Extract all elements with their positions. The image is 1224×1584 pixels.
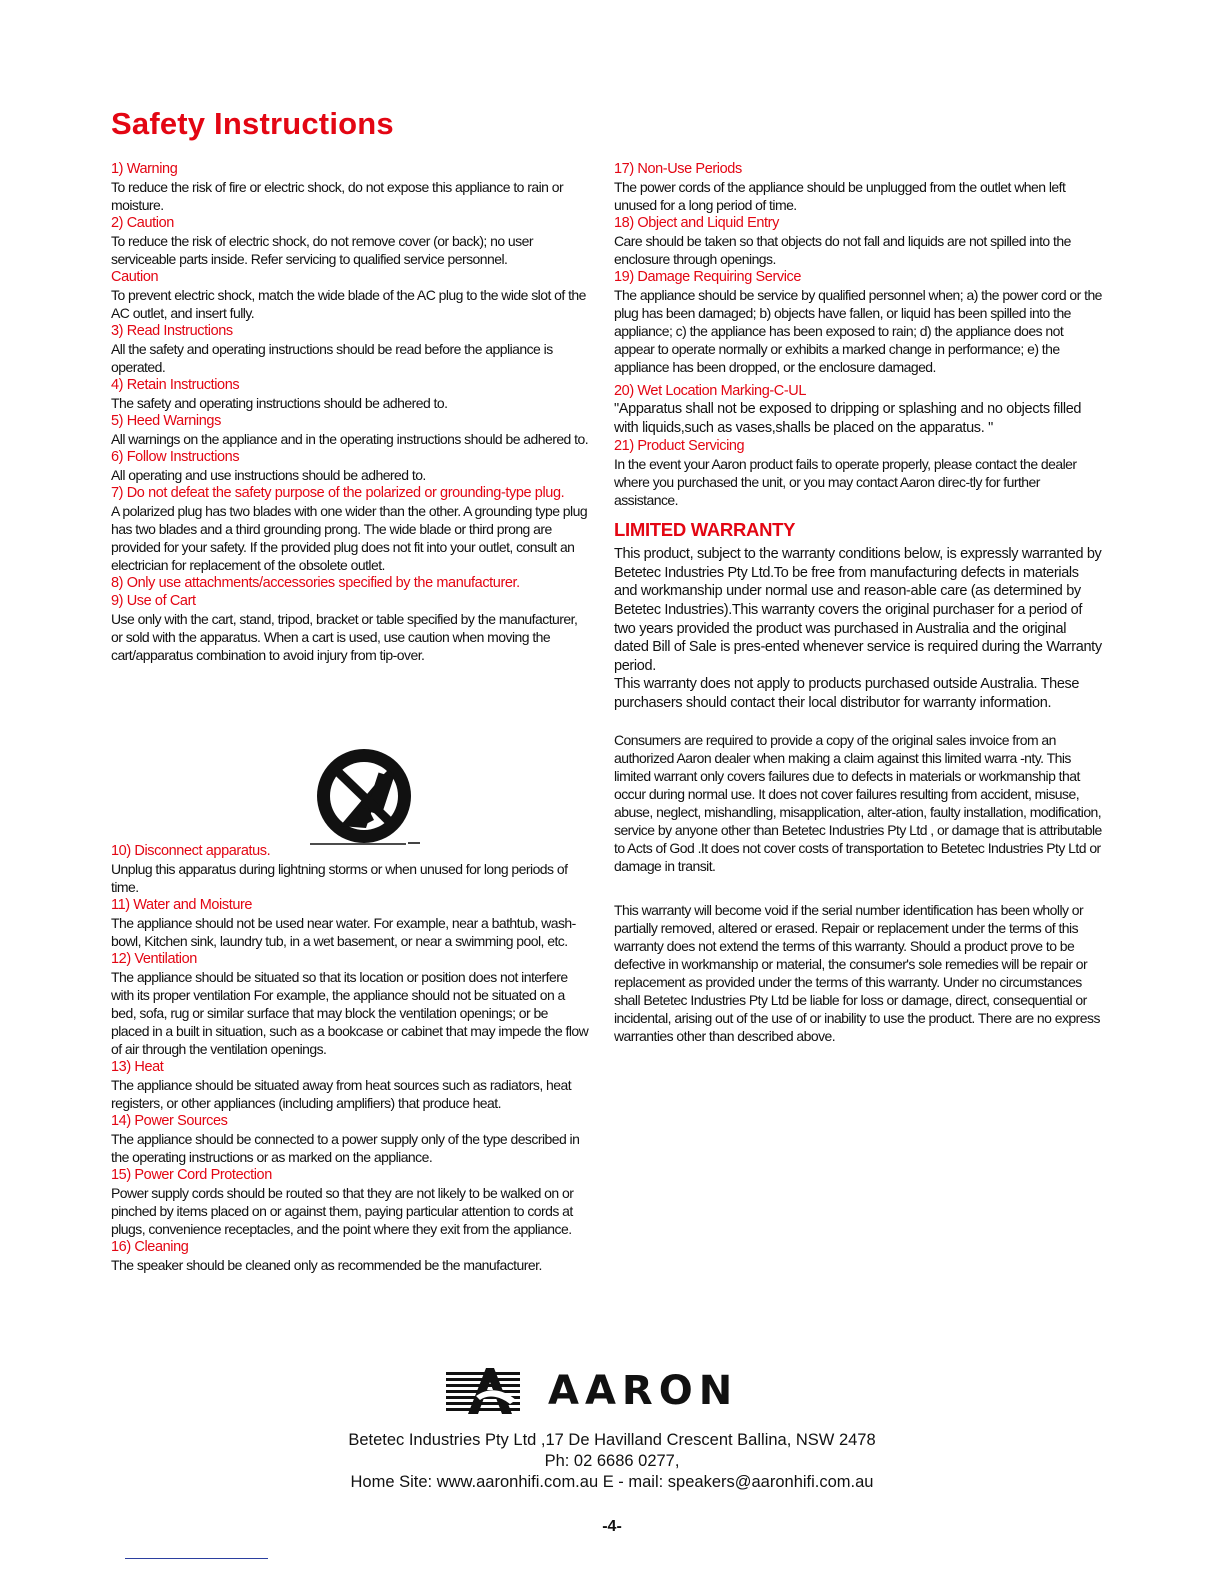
warranty-paragraph: Consumers are required to provide a copy of the original sales invoice from an authorized Aaron dealer when making a claim against this limited warra -nty. This limited warrant only covers failures due to defects in materials or workmanship that occur during normal use. It does not cover failures resulting from accident, misuse, abuse, neglect, mishandling, misapplication, alter-ation, faulty installation, modification, service by anyone other than Betetec Industries Pty Ltd , or damage that is attributable to Acts of God .It does not cover costs of transportation to Betetec Industries Pty Ltd or damage in transit. <box>614 731 1102 874</box>
item-body: The power cords of the appliance should be unplugged from the outlet when left unused for a long period of time. <box>614 179 1066 213</box>
company-address-block <box>0 1430 1224 1493</box>
item-body: In the event your Aaron product fails to operate properly, please contact the dealer where you purchased the unit, or you may contact Aaron direc-tly for further assistance. <box>614 456 1077 509</box>
item-heading: 15) Power Cord Protection <box>111 1167 272 1183</box>
company-contact: Home Site: www.aaronhifi.com.au E - mail: speakers@aaronhifi.com.au <box>350 1473 874 1491</box>
warranty-heading: LIMITED WARRANTY <box>614 519 796 541</box>
item-damage-service <box>614 268 1104 376</box>
item-body: Use only with the cart, stand, tripod, bracket or table specified by the manufacturer, or sold with the apparatus. When a cart is used, use caution when moving the cart/apparatus combination to avoid injury from tip-over. <box>111 611 578 663</box>
item-heading: 7) Do not defeat the safety purpose of the polarized or grounding-type plug. <box>111 485 565 501</box>
item-heading: 11) Water and Moisture <box>111 897 253 913</box>
item-ventilation <box>111 950 589 1058</box>
item-warning <box>111 160 589 214</box>
item-heading: 6) Follow Instructions <box>111 449 240 465</box>
item-body: All the safety and operating instructions should be read before the appliance is operated. <box>111 341 553 375</box>
company-phone: Ph: 02 6686 0277, <box>544 1452 680 1470</box>
company-address: Betetec Industries Pty Ltd ,17 De Havilland Crescent Ballina, NSW 2478 <box>348 1431 876 1449</box>
cart-tipover-icon <box>296 744 436 854</box>
item-disconnect <box>111 842 589 896</box>
item-heading: 2) Caution <box>111 215 174 231</box>
item-heading: 9) Use of Cart <box>111 593 196 609</box>
warranty-paragraph: This product, subject to the warranty conditions below, is expressly warranted by Betetec Industries Pty Ltd.To be free from manufacturing defects in materials and workmanship under normal use and reason-able care (as determined by Betetec Industries).This warranty covers the original purchaser for a period of two years provided the product was purchased in Australia and the original dated Bill of Sale is pres-ented whenever service is required during the Warranty period. <box>614 546 1102 674</box>
item-water-moisture <box>111 896 589 950</box>
item-body: To prevent electric shock, match the wide blade of the AC plug to the wide slot of the AC outlet, and insert fully. <box>111 287 586 321</box>
item-object-liquid <box>614 214 1104 268</box>
item-heading: 10) Disconnect apparatus. <box>111 843 271 859</box>
item-body: A polarized plug has two blades with one wider than the other. A grounding type plug has two blades and a third grounding prong. The wide blade or third prong are provided for your safety. If the provided plug does not fit into your outlet, consult an electrician for replacement of the obsolete outlet. <box>111 503 588 573</box>
item-body: The appliance should be service by qualified personnel when; a) the power cord or the plug has been damaged; b) objects have fallen, or liquid has been spilled into the appliance; c) the appliance has been exposed to rain; d) the appliance does not appear to operate normally or exhibits a marked change in performance; e) the appliance has been dropped, or the enclosure damaged. <box>614 287 1102 375</box>
item-heading: 21) Product Servicing <box>614 438 745 455</box>
item-heading: 13) Heat <box>111 1059 164 1075</box>
item-body: The appliance should be connected to a power supply only of the type described in the operating instructions or as marked on the appliance. <box>111 1131 580 1165</box>
safety-list-left <box>111 160 589 664</box>
item-heading: 5) Heed Warnings <box>111 413 221 429</box>
warranty-paragraph: This warranty will become void if the serial number identification has been wholly or partially removed, altered or erased. Repair or replacement under the terms of this warranty does not extend the terms of this warranty. Should a product prove to be defective in workmanship or material, the consumer's sole remedies will be repair or replacement as provided under the terms of this warranty. Under no circumstances shall Betetec Industries Pty Ltd be liable for loss or damage, direct, consequential or incidental, arising out of the use of or inability to use the product. There are no express warranties other than described above. <box>614 901 1100 1044</box>
item-body: All operating and use instructions should be adhered to. <box>111 467 426 483</box>
item-heading: 14) Power Sources <box>111 1113 228 1129</box>
item-body: The appliance should be situated so that its location or position does not interfere with its proper ventilation For example, the appliance should not be situated on a bed, sofa, rug or similar surface that may block the ventilation openings; or be placed in a built in situation, such as a bookcase or cabinet that may impede the flow of air through the ventilation openings. <box>111 969 589 1057</box>
item-power-cord <box>111 1166 589 1238</box>
item-heading: 3) Read Instructions <box>111 323 233 339</box>
item-heading: 4) Retain Instructions <box>111 377 240 393</box>
item-caution <box>111 214 589 268</box>
item-power-sources <box>111 1112 589 1166</box>
footnote-divider <box>125 1558 268 1559</box>
item-body: Unplug this apparatus during lightning storms or when unused for long periods of time. <box>111 861 568 895</box>
item-use-of-cart <box>111 592 589 664</box>
item-read-instructions <box>111 322 589 376</box>
item-non-use <box>614 160 1104 214</box>
item-body: The appliance should be situated away from heat sources such as radiators, heat registers, or other appliances (including amplifiers) that produce heat. <box>111 1077 572 1111</box>
aaron-logo-icon <box>446 1366 546 1418</box>
item-heading: 18) Object and Liquid Entry <box>614 215 779 231</box>
brand-name: AARON <box>548 1368 739 1414</box>
safety-list-right <box>614 160 1104 1045</box>
item-body: The safety and operating instructions should be adhered to. <box>111 395 448 411</box>
item-body: All warnings on the appliance and in the operating instructions should be adhered to. <box>111 431 589 447</box>
item-heading: 20) Wet Location Marking-C-UL <box>614 383 807 399</box>
item-body: To reduce the risk of fire or electric shock, do not expose this appliance to rain or moisture. <box>111 179 564 213</box>
item-body: Power supply cords should be routed so that they are not likely to be walked on or pinched by items placed on or against them, paying particular attention to cords at plugs, convenience receptacles, and the point where they exit from the appliance. <box>111 1185 574 1237</box>
item-heading: 12) Ventilation <box>111 951 197 967</box>
item-cleaning <box>111 1238 589 1274</box>
page-title: Safety Instructions <box>111 106 394 141</box>
item-heading: 17) Non-Use Periods <box>614 161 742 177</box>
item-heading: Caution <box>111 269 159 285</box>
item-heading: 16) Cleaning <box>111 1239 189 1255</box>
item-attachments <box>111 574 589 592</box>
item-polarized-plug <box>111 484 589 574</box>
item-heading: 8) Only use attachments/accessories specified by the manufacturer. <box>111 575 520 591</box>
item-caution-plug <box>111 268 589 322</box>
item-retain-instructions <box>111 376 589 412</box>
item-body: To reduce the risk of electric shock, do not remove cover (or back); no user serviceable parts inside. Refer servicing to qualified service personnel. <box>111 233 533 267</box>
item-body: Care should be taken so that objects do not fall and liquids are not spilled into the enclosure through openings. <box>614 233 1071 267</box>
page-number: -4- <box>602 1518 622 1535</box>
item-wet-location <box>614 382 1104 437</box>
item-heading: 19) Damage Requiring Service <box>614 269 802 285</box>
safety-list-left-lower <box>111 842 589 1274</box>
item-heed-warnings <box>111 412 589 448</box>
item-body: The appliance should not be used near water. For example, near a bathtub, wash-bowl, Kitchen sink, laundry tub, in a wet basement, or near a swimming pool, etc. <box>111 915 576 949</box>
item-product-servicing <box>614 437 1104 509</box>
item-body: The speaker should be cleaned only as recommended be the manufacturer. <box>111 1257 542 1273</box>
item-heat <box>111 1058 589 1112</box>
item-body: "Apparatus shall not be exposed to dripping or splashing and no objects filled with liquids,such as vases,shalls be placed on the apparatus. " <box>614 401 1082 436</box>
item-follow-instructions <box>111 448 589 484</box>
item-heading: 1) Warning <box>111 161 178 177</box>
warranty-paragraph: This warranty does not apply to products purchased outside Australia. These purchasers should contact their local distributor for warranty information. <box>614 676 1080 711</box>
